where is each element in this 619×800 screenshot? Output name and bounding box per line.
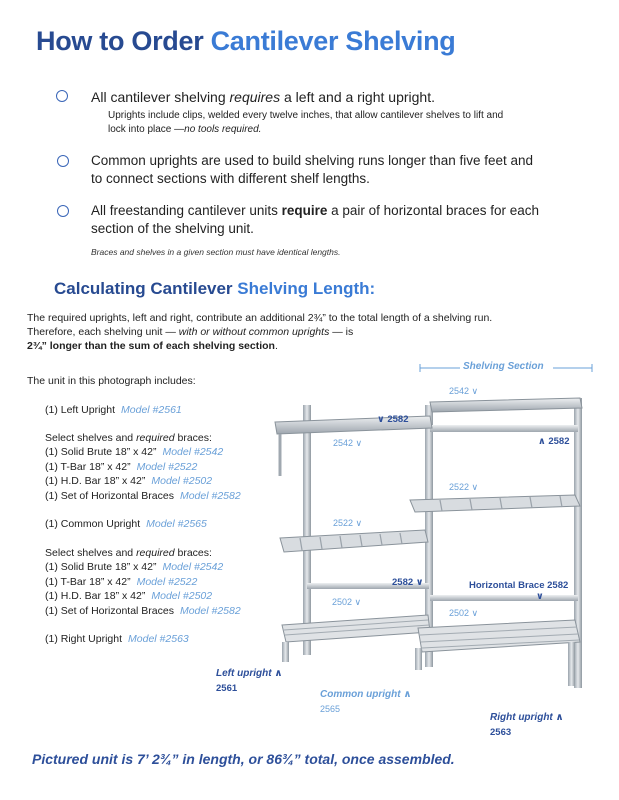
list-item: (1) Left Upright Model #2561 (45, 404, 182, 416)
label-right-upright: Right upright ∧ (490, 712, 564, 723)
bullet-circle-icon (57, 155, 69, 167)
bullet-1-detail: Uprights include clips, welded every twelve inches, that allow cantilever shelves to lift and lock into place —no tools required. (108, 110, 504, 135)
label-common-upright: Common upright ∧ (320, 689, 412, 700)
label-common-upright-number: 2565 (320, 704, 341, 714)
list-item: (1) Solid Brute 18” x 42” Model #2542 (45, 561, 224, 573)
shelf-2522-right (410, 495, 580, 512)
list-item: (1) Right Upright Model #2563 (45, 633, 189, 645)
label-brace-2582-mid: 2582 ∨ (392, 577, 424, 588)
list-item: Select shelves and required braces: (45, 546, 212, 559)
list-item: (1) Set of Horizontal Braces Model #2582 (45, 489, 241, 502)
list-item: (1) H.D. Bar 18” x 42” Model #2502 (45, 475, 213, 487)
label-left-upright-number: 2561 (216, 683, 238, 694)
calculation-paragraph: The required uprights, left and right, contribute an additional 2¾” to the total length of a shelving run. Therefore, each shelving unit — with or without common uprights — is 2¾” longer than the sum of each shelving section. (27, 312, 493, 352)
bullet-3: All freestanding cantilever units require a pair of horizontal braces for each section of the shelving unit. (91, 203, 540, 236)
section-heading: Calculating Cantilever Shelving Length: (54, 279, 376, 298)
label-horizontal-brace-arrow: ∨ (536, 591, 544, 602)
label-horizontal-brace: Horizontal Brace 2582 (469, 580, 569, 591)
shelving-section-label: Shelving Section (463, 361, 544, 372)
assembled-length-note: Pictured unit is 7’ 2¾” in length, or 86¾” total, once assembled. (32, 751, 455, 767)
parts-list (45, 403, 241, 647)
list-item: Select shelves and required braces: (45, 431, 212, 444)
bullet-2: Common uprights are used to build shelving runs longer than five feet and to connect sections with different shelf lengths. (91, 153, 534, 186)
list-item: (1) T-Bar 18” x 42” Model #2522 (45, 575, 198, 588)
label-left-upright: Left upright ∧ (216, 668, 283, 679)
unit-intro: The unit in this photograph includes: (27, 375, 196, 387)
title-part-1: How to Order (36, 26, 204, 56)
label-top-2542: 2542 ∨ (449, 386, 479, 396)
brace-top (430, 425, 578, 432)
label-left-2502: 2502 ∨ (332, 597, 362, 607)
label-left-2542: 2542 ∨ (333, 438, 363, 448)
title-part-2: Cantilever Shelving (210, 26, 456, 56)
label-right-2522: 2522 ∨ (449, 482, 479, 492)
label-right-upright-number: 2563 (490, 727, 512, 738)
bullet-circle-icon (56, 90, 68, 102)
label-brace-2582-right: ∧ 2582 (538, 436, 570, 447)
left-upright-post (303, 405, 311, 655)
label-left-2522: 2522 ∨ (333, 518, 363, 528)
label-right-2502: 2502 ∨ (449, 608, 479, 618)
list-item: (1) H.D. Bar 18” x 42” Model #2502 (45, 590, 213, 602)
list-item: (1) Solid Brute 18” x 42” Model #2542 (45, 446, 224, 458)
brace-mid-right (430, 595, 578, 601)
label-brace-2582-top: ∨ 2582 (377, 414, 409, 425)
list-item: (1) Common Upright Model #2565 (45, 518, 207, 530)
shelf-2542-right (430, 398, 582, 412)
list-item: (1) T-Bar 18” x 42” Model #2522 (45, 460, 198, 473)
bullet-1: All cantilever shelving requires a left and a right upright. (91, 89, 435, 105)
page-title (36, 26, 456, 57)
list-item: (1) Set of Horizontal Braces Model #2582 (45, 604, 241, 617)
shelving-unit-illustration (270, 380, 600, 710)
bullet-3-note: Braces and shelves in a given section must have identical lengths. (91, 247, 341, 257)
right-upright-post (574, 398, 582, 688)
bullet-circle-icon (57, 205, 69, 217)
